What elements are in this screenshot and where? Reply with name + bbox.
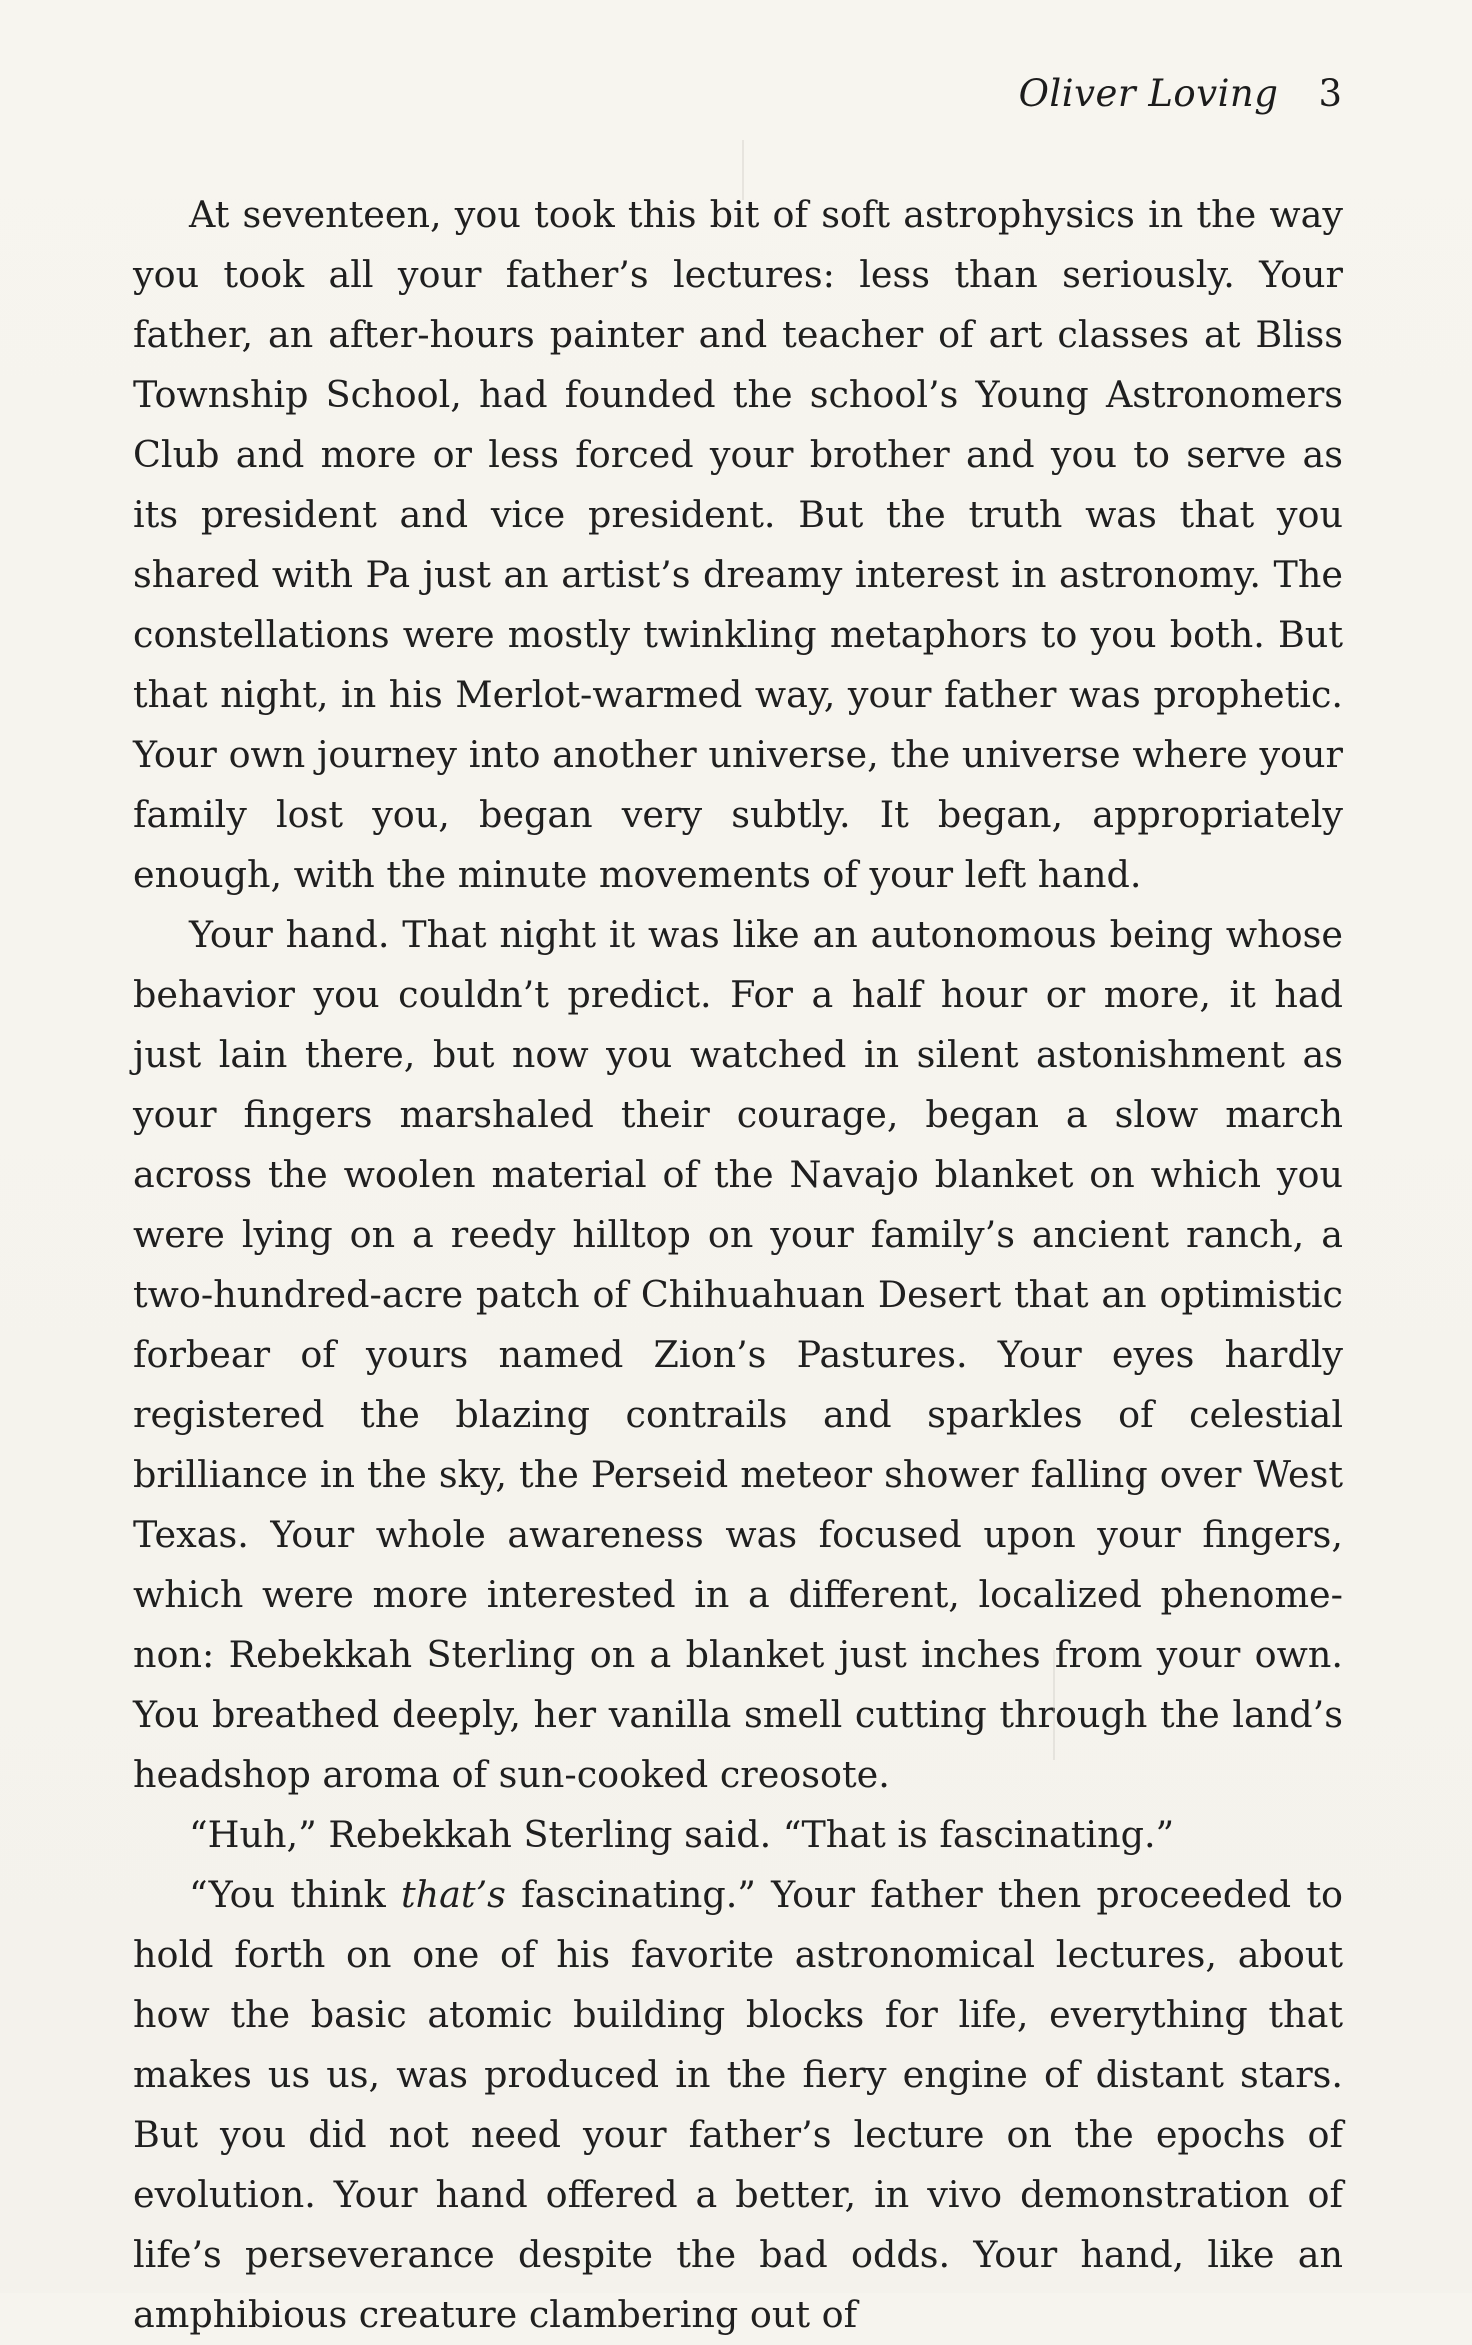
emphasized-word: that’s: [400, 1873, 506, 1916]
paragraph: Your hand. That night it was like an autonomous being whose behavior you couldn’t predict. For a half hour or more, it had just lain there, but now you watched in silent astonishment as your fingers marshaled their courage, began a slow march across the woolen material of the Navajo blanket on which you were lying on a reedy hilltop on your family’s ancient ranch, a two-hundred-acre patch of Chihuahuan Desert that an optimistic forbear of yours named Zion’s Pastures. Your eyes hardly registered the blazing contrails and sparkles of celestial brilliance in the sky, the Perseid meteor shower falling over West Texas. Your whole awareness was focused upon your fingers, which were more interested in a different, localized phenomenon: Rebekkah Sterling on a blanket just inches from your own. You breathed deeply, her vanilla smell cutting through the land’s headshop aroma of sun-cooked creosote.: [133, 913, 1343, 1796]
body-text: [133, 185, 1343, 2345]
paragraph-text-start: “You think: [189, 1873, 401, 1916]
scan-crease-mark: [742, 140, 744, 200]
running-header: [1019, 72, 1342, 115]
running-title: Oliver Loving: [1018, 72, 1279, 115]
paragraph-text-end: fascinating.” Your father then proceeded to hold forth on one of his favorite astronomical lectures, about how the basic atomic building blocks for life, everything that makes us us, was produced in the fiery engine of distant stars. But you did not need your father’s lecture on the epochs of evolution. Your hand offered a better, in vivo demonstration of life’s perseverance despite the bad odds. Your hand, like an amphibious creature clambering out of: [133, 1873, 1344, 2336]
paragraph: [133, 1865, 1343, 2345]
paragraph: At seventeen, you took this bit of soft astrophysics in the way you took all your father’s lectures: less than seriously. Your father, an after-hours painter and teacher of art classes at Bliss Township School, had founded the school’s Young Astronomers Club and more or less forced your brother and you to serve as its president and vice president. But the truth was that you shared with Pa just an artist’s dreamy interest in astronomy. The constellations were mostly twinkling metaphors to you both. But that night, in his Merlot-warmed way, your father was prophetic. Your own journey into another universe, the universe where your family lost you, began very subtly. It began, appropriately enough, with the minute movements of your left hand.: [133, 193, 1343, 896]
scan-crease-mark: [1053, 1650, 1055, 1760]
paragraph: “Huh,” Rebekkah Sterling said. “That is fascinating.”: [189, 1813, 1175, 1856]
page-number: 3: [1318, 72, 1342, 115]
